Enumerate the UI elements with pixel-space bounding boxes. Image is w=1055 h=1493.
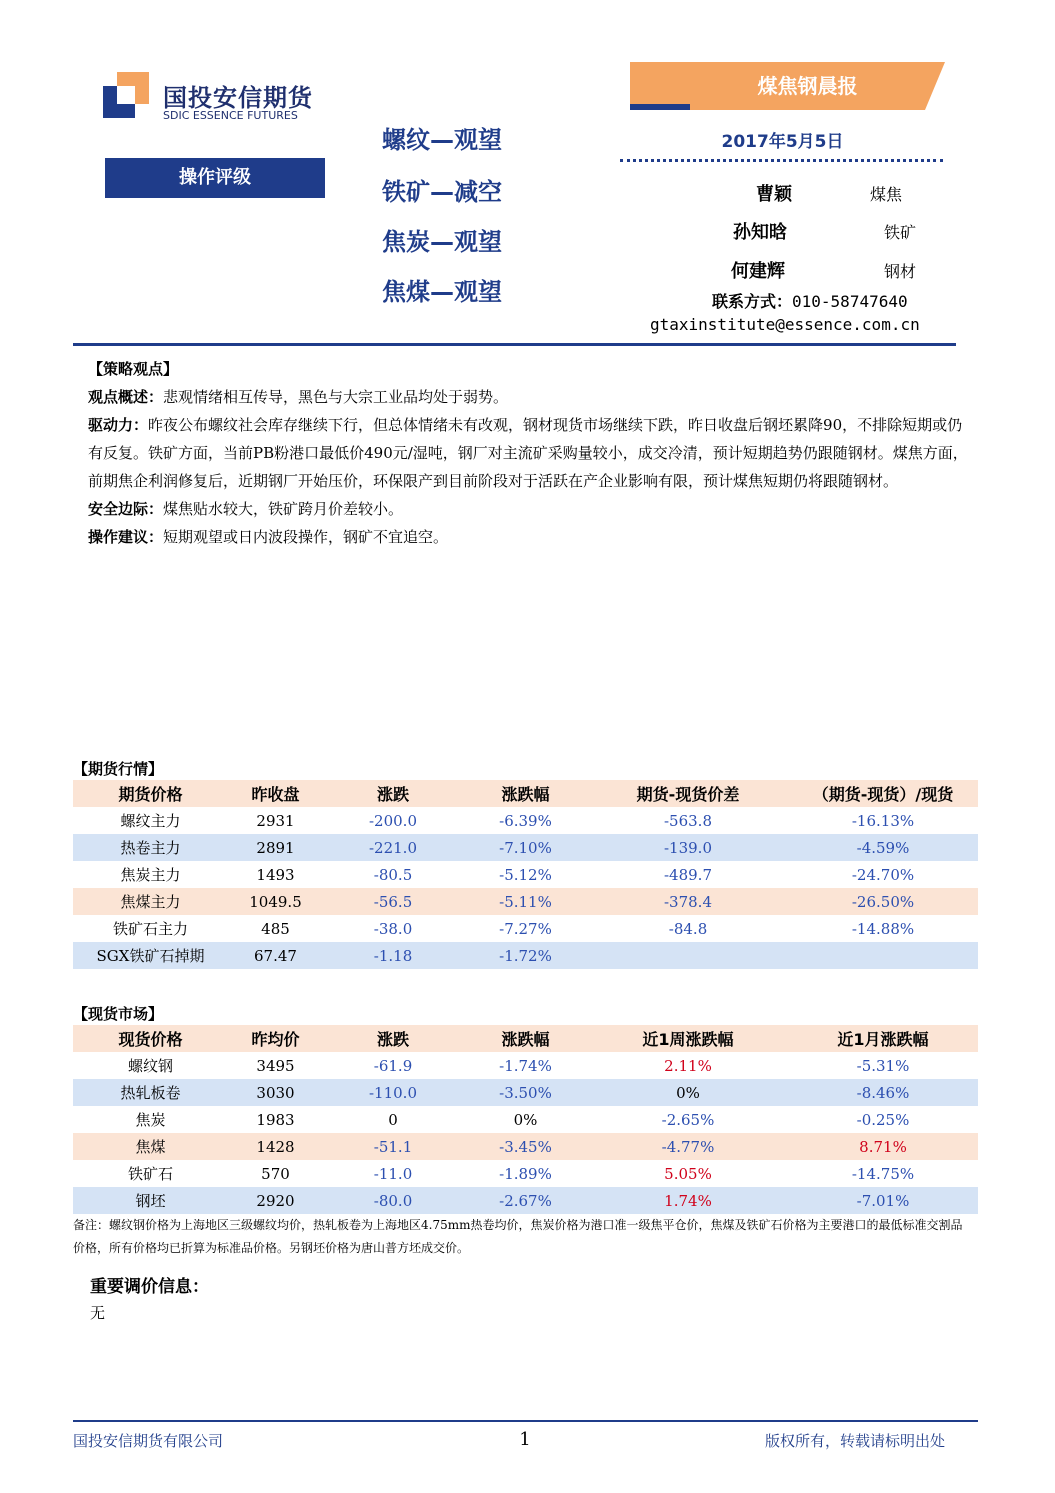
column-header: 昨收盘 — [228, 780, 323, 807]
table-row — [73, 1079, 978, 1106]
table-cell: -56.5 — [323, 888, 463, 915]
table-row — [73, 1160, 978, 1187]
table-cell: -1.72% — [463, 942, 588, 969]
column-header: 期货价格 — [73, 780, 228, 807]
column-header: 昨均价 — [228, 1025, 323, 1052]
column-header: 涨跌 — [323, 1025, 463, 1052]
table-cell: -11.0 — [323, 1160, 463, 1187]
table-cell: -6.39% — [463, 807, 588, 834]
table-row — [73, 807, 978, 834]
table-row — [73, 1133, 978, 1160]
table-cell: 485 — [228, 915, 323, 942]
table-cell: 2891 — [228, 834, 323, 861]
table-cell — [588, 942, 788, 969]
table-cell: -0.25% — [788, 1106, 978, 1133]
table-row — [73, 888, 978, 915]
table-cell: 570 — [228, 1160, 323, 1187]
date-divider — [620, 159, 943, 162]
futures-title: 【期货行情】 — [73, 760, 164, 778]
analyst-name: 何建辉 — [731, 261, 785, 282]
column-header: 期货-现货价差 — [588, 780, 788, 807]
column-header: 涨跌幅 — [463, 1025, 588, 1052]
row-label: 螺纹主力 — [73, 807, 228, 834]
table-cell: -5.31% — [788, 1052, 978, 1079]
table-cell: -563.8 — [588, 807, 788, 834]
strategy-drivers — [88, 411, 968, 495]
spot-table — [73, 1025, 978, 1214]
column-header: 现货价格 — [73, 1025, 228, 1052]
advice-label: 操作建议： — [88, 528, 164, 546]
row-label: 焦煤主力 — [73, 888, 228, 915]
spot-title: 【现货市场】 — [73, 1005, 164, 1023]
table-cell: -5.12% — [463, 861, 588, 888]
row-label: 铁矿石主力 — [73, 915, 228, 942]
row-label: 焦炭 — [73, 1106, 228, 1133]
futures-table — [73, 780, 978, 969]
table-cell: 2931 — [228, 807, 323, 834]
safety-label: 安全边际： — [88, 500, 164, 518]
table-cell: -378.4 — [588, 888, 788, 915]
column-header: 近1月涨跌幅 — [788, 1025, 978, 1052]
table-cell: -61.9 — [323, 1052, 463, 1079]
analyst-name: 孙知晗 — [733, 222, 787, 243]
table-cell: 5.05% — [588, 1160, 788, 1187]
table-row — [73, 1106, 978, 1133]
table-header-row — [73, 780, 978, 807]
table-cell: -80.5 — [323, 861, 463, 888]
row-label: 焦煤 — [73, 1133, 228, 1160]
table-cell: 67.47 — [228, 942, 323, 969]
table-note: 备注：螺纹钢价格为上海地区三级螺纹均价，热轧板卷为上海地区4.75mm热卷均价，焦炭价格为港口准一级焦平仓价，焦煤及铁矿石价格为主要港口的最低标准交割品价格，所有价格均已折算为标准品价格。另钢坯价格为唐山普方坯成交价。 — [73, 1218, 963, 1255]
table-cell: -2.67% — [463, 1187, 588, 1214]
table-cell: -16.13% — [788, 807, 978, 834]
table-header-row — [73, 1025, 978, 1052]
strategy-section — [88, 355, 968, 551]
table-cell: -1.89% — [463, 1160, 588, 1187]
table-cell: -139.0 — [588, 834, 788, 861]
footer-company: 国投安信期货有限公司 — [73, 1432, 224, 1450]
table-cell: -80.0 — [323, 1187, 463, 1214]
table-cell: -2.65% — [588, 1106, 788, 1133]
table-row — [73, 915, 978, 942]
table-cell: -7.01% — [788, 1187, 978, 1214]
table-row — [73, 1187, 978, 1214]
logo-chinese-name: 国投安信期货 — [163, 84, 313, 112]
report-title: 煤焦钢晨报 — [757, 74, 858, 98]
table-cell: 1.74% — [588, 1187, 788, 1214]
table-cell: 0% — [463, 1106, 588, 1133]
footer-copyright: 版权所有，转载请标明出处 — [765, 1432, 946, 1450]
analyst-coverage: 煤焦 — [870, 185, 903, 204]
row-label: 热卷主力 — [73, 834, 228, 861]
table-cell: 1049.5 — [228, 888, 323, 915]
table-cell: -110.0 — [323, 1079, 463, 1106]
table-cell: 2920 — [228, 1187, 323, 1214]
table-row — [73, 861, 978, 888]
price-info-body: 无 — [90, 1304, 106, 1322]
column-header: 近1周涨跌幅 — [588, 1025, 788, 1052]
analyst-coverage: 铁矿 — [884, 223, 917, 242]
safety-text: 煤焦贴水较大，铁矿跨月价差较小。 — [163, 500, 404, 518]
drivers-label: 驱动力： — [88, 416, 149, 434]
table-cell: -8.46% — [788, 1079, 978, 1106]
table-row — [73, 834, 978, 861]
table-cell: 0 — [323, 1106, 463, 1133]
report-title-banner — [630, 62, 945, 110]
table-cell: -51.1 — [323, 1133, 463, 1160]
table-cell: 2.11% — [588, 1052, 788, 1079]
rating-rebar: 螺纹—观望 — [382, 126, 502, 154]
table-cell: -3.50% — [463, 1079, 588, 1106]
table-cell: -4.77% — [588, 1133, 788, 1160]
row-label: 螺纹钢 — [73, 1052, 228, 1079]
table-cell — [788, 942, 978, 969]
strategy-summary — [88, 383, 968, 411]
table-row — [73, 1052, 978, 1079]
table-cell: 0% — [588, 1079, 788, 1106]
column-header: （期货-现货）/现货 — [788, 780, 978, 807]
rating-coke: 焦炭—观望 — [382, 228, 502, 256]
table-cell: -200.0 — [323, 807, 463, 834]
analyst-name: 曹颖 — [756, 184, 792, 205]
table-cell: -1.18 — [323, 942, 463, 969]
table-cell: 1428 — [228, 1133, 323, 1160]
contact-phone: 010-58747640 — [792, 292, 908, 311]
contact-info — [712, 289, 908, 312]
summary-text: 悲观情绪相互传导，黑色与大宗工业品均处于弱势。 — [163, 388, 509, 406]
table-cell: 3495 — [228, 1052, 323, 1079]
table-cell: 1493 — [228, 861, 323, 888]
table-cell: -14.88% — [788, 915, 978, 942]
table-cell: -221.0 — [323, 834, 463, 861]
advice-text: 短期观望或日内波段操作，钢矿不宜追空。 — [163, 528, 449, 546]
row-label: SGX铁矿石掉期 — [73, 942, 228, 969]
header-divider — [73, 343, 956, 346]
table-cell: -7.10% — [463, 834, 588, 861]
column-header: 涨跌幅 — [463, 780, 588, 807]
table-row — [73, 942, 978, 969]
row-label: 铁矿石 — [73, 1160, 228, 1187]
table-cell: -5.11% — [463, 888, 588, 915]
row-label: 焦炭主力 — [73, 861, 228, 888]
table-cell: -84.8 — [588, 915, 788, 942]
logo-english-name: SDIC ESSENCE FUTURES — [163, 109, 298, 122]
strategy-title: 【策略观点】 — [88, 360, 179, 378]
company-logo-mark — [103, 72, 149, 118]
table-cell: 1983 — [228, 1106, 323, 1133]
table-cell: -4.59% — [788, 834, 978, 861]
table-cell: -38.0 — [323, 915, 463, 942]
price-info-title: 重要调价信息： — [90, 1277, 209, 1297]
footer-divider — [73, 1420, 978, 1422]
row-label: 钢坯 — [73, 1187, 228, 1214]
contact-email[interactable]: gtaxinstitute@essence.com.cn — [650, 315, 920, 334]
report-date: 2017年5月5日 — [721, 132, 844, 152]
summary-label: 观点概述： — [88, 388, 164, 406]
rating-coking-coal: 焦煤—观望 — [382, 278, 502, 306]
row-label: 热轧板卷 — [73, 1079, 228, 1106]
rating-label: 操作评级 — [105, 158, 325, 198]
table-cell: -1.74% — [463, 1052, 588, 1079]
table-cell: -489.7 — [588, 861, 788, 888]
table-cell: -14.75% — [788, 1160, 978, 1187]
page-number: 1 — [519, 1429, 531, 1450]
table-cell: 3030 — [228, 1079, 323, 1106]
drivers-text: 昨夜公布螺纹社会库存继续下行，但总体情绪未有改观，钢材现货市场继续下跌，昨日收盘后钢坯累降90，不排除短期或仍有反复。铁矿方面，当前PB粉港口最低价490元/湿吨，钢厂对主流矿采购量较小，成交冷清，预计短期趋势仍跟随钢材。煤焦方面，前期焦企利润修复后，近期钢厂开始压价，环保限产到目前阶段对于活跃在产企业影响有限，预计煤焦短期仍将跟随钢材。 — [88, 416, 968, 490]
strategy-advice — [88, 523, 968, 551]
table-cell: -24.70% — [788, 861, 978, 888]
table-cell: -3.45% — [463, 1133, 588, 1160]
strategy-safety — [88, 495, 968, 523]
analyst-coverage: 钢材 — [884, 262, 917, 281]
table-cell: 8.71% — [788, 1133, 978, 1160]
rating-iron-ore: 铁矿—减空 — [382, 178, 502, 206]
table-cell: -7.27% — [463, 915, 588, 942]
table-cell: -26.50% — [788, 888, 978, 915]
contact-label: 联系方式： — [712, 292, 793, 311]
column-header: 涨跌 — [323, 780, 463, 807]
